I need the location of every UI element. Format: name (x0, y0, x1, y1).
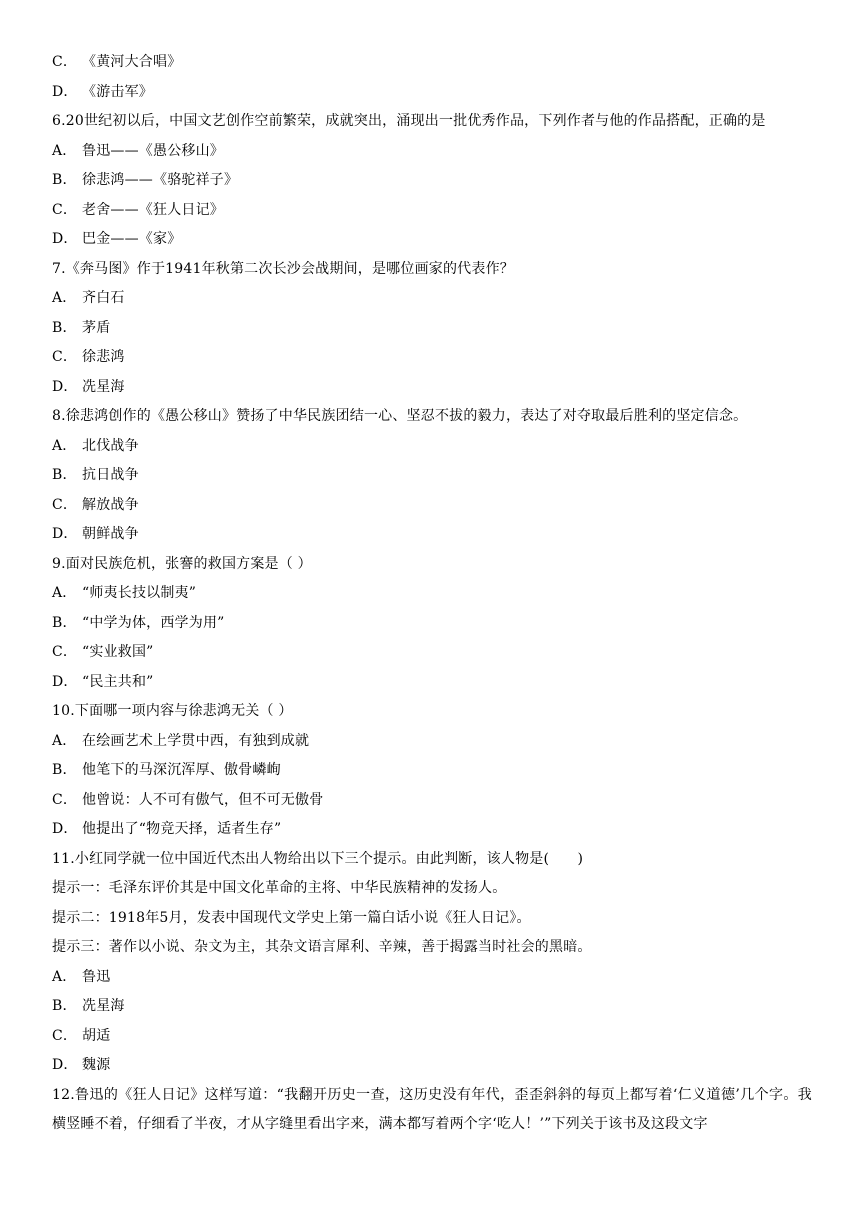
answer-option (52, 491, 812, 521)
option-text: “民主共和” (82, 673, 154, 690)
answer-option (52, 78, 812, 108)
option-letter: B． (52, 998, 77, 1014)
option-letter: B． (52, 614, 77, 631)
question-stem: 9.面对民族危机，张謇的救国方案是（ ） (52, 555, 312, 572)
answer-option (52, 579, 812, 609)
option-text: 老舍——《狂人日记》 (82, 201, 224, 218)
option-text: 茅盾 (82, 319, 111, 336)
option-letter: C． (52, 496, 78, 513)
option-letter: A． (52, 732, 77, 749)
answer-option (52, 137, 812, 167)
answer-option (52, 638, 812, 668)
hint-text: 提示一：毛泽东评价其是中国文化革命的主将、中华民族精神的发扬人。 (52, 880, 507, 896)
answer-option (52, 520, 812, 550)
option-text: 齐白石 (82, 290, 125, 306)
hint-text: 提示三：著作以小说、杂文为主，其杂文语言犀利、辛辣，善于揭露当时社会的黑暗。 (52, 939, 592, 955)
question-stem: 7.《奔马图》作于1941年秋第二次长沙会战期间，是哪位画家的代表作？ (52, 260, 514, 277)
question-stem: 11.小红同学就一位中国近代杰出人物给出以下三个提示。由此判断，该人物是( ) (52, 850, 584, 867)
option-text: 胡适 (82, 1027, 111, 1044)
option-letter: C． (52, 349, 78, 365)
answer-option (52, 815, 812, 845)
option-text: 朝鲜战争 (82, 526, 139, 542)
answer-option (52, 196, 812, 226)
option-letter: A． (52, 142, 77, 159)
option-letter: D． (52, 378, 78, 395)
option-text: 他笔下的马深沉浑厚、傲骨嶙峋 (82, 762, 281, 778)
option-text: 在绘画艺术上学贯中西，有独到成就 (82, 732, 310, 749)
answer-option (52, 225, 812, 255)
answer-option (52, 727, 812, 757)
option-letter: D． (52, 673, 78, 690)
answer-option (52, 1051, 812, 1081)
answer-option (52, 609, 812, 639)
option-letter: B． (52, 319, 77, 336)
option-text: “实业救国” (82, 644, 154, 660)
option-text: 鲁迅 (82, 968, 111, 985)
question-stem: 10.下面哪一项内容与徐悲鸿无关（ ） (52, 703, 293, 719)
option-letter: A． (52, 585, 77, 601)
option-text: 徐悲鸿——《骆驼祥子》 (82, 172, 239, 188)
option-text: 巴金——《家》 (82, 231, 182, 247)
option-text: 《黄河大合唱》 (82, 54, 182, 70)
option-letter: D． (52, 83, 78, 100)
option-text: 抗日战争 (82, 467, 139, 483)
option-text: “中学为体，西学为用” (82, 614, 225, 631)
option-letter: B． (52, 467, 77, 483)
option-letter: A． (52, 437, 77, 454)
answer-option (52, 284, 812, 314)
option-letter: C． (52, 54, 78, 70)
option-text: 他提出了“物竞天择，适者生存” (82, 821, 282, 837)
answer-option (52, 48, 812, 78)
option-letter: C． (52, 791, 78, 808)
option-letter: B． (52, 172, 77, 188)
option-text: “师夷长技以制夷” (82, 585, 197, 601)
answer-option (52, 1022, 812, 1052)
option-text: 徐悲鸿 (82, 349, 125, 365)
option-letter: C． (52, 201, 78, 218)
option-letter: A． (52, 968, 77, 985)
question-list (52, 48, 812, 1140)
option-letter: C． (52, 644, 78, 660)
option-text: 冼星海 (82, 378, 125, 395)
answer-option (52, 314, 812, 344)
option-text: 鲁迅——《愚公移山》 (82, 142, 224, 159)
answer-option (52, 461, 812, 491)
option-text: 解放战争 (82, 496, 139, 513)
answer-option (52, 432, 812, 462)
answer-option (52, 963, 812, 993)
option-text: 魏源 (82, 1057, 111, 1073)
question-stem: 8.徐悲鸿创作的《愚公移山》赞扬了中华民族团结一心、坚忍不拔的毅力，表达了对夺取最后胜利的坚定信念。 (52, 408, 748, 424)
option-text: 冼星海 (82, 998, 125, 1014)
question-stem: 6.20世纪初以后，中国文艺创作空前繁荣，成就突出，涌现出一批优秀作品，下列作者与他的作品搭配，正确的是 (52, 113, 766, 129)
answer-option (52, 343, 812, 373)
option-text: 《游击军》 (82, 83, 153, 100)
answer-option (52, 166, 812, 196)
option-letter: D． (52, 1057, 78, 1073)
option-text: 北伐战争 (82, 437, 139, 454)
option-letter: A． (52, 290, 77, 306)
answer-option (52, 668, 812, 698)
option-letter: D． (52, 526, 78, 542)
option-letter: B． (52, 762, 77, 778)
answer-option (52, 373, 812, 403)
question-stem: 12.鲁迅的《狂人日记》这样写道：“我翻开历史一查，这历史没有年代，歪歪斜斜的每页上都写着‘仁义道德’几个字。我横竖睡不着，仔细看了半夜，才从字缝里看出字来，满本都写着两个字‘吃人！’”下列关于该书及这段文字 (52, 1086, 812, 1132)
hint-text: 提示二：1918年5月，发表中国现代文学史上第一篇白话小说《狂人日记》。 (52, 909, 531, 926)
answer-option (52, 786, 812, 816)
answer-option (52, 756, 812, 786)
answer-option (52, 992, 812, 1022)
option-text: 他曾说：人不可有傲气，但不可无傲骨 (82, 791, 324, 808)
option-letter: D． (52, 821, 78, 837)
option-letter: C． (52, 1027, 78, 1044)
option-letter: D． (52, 231, 78, 247)
